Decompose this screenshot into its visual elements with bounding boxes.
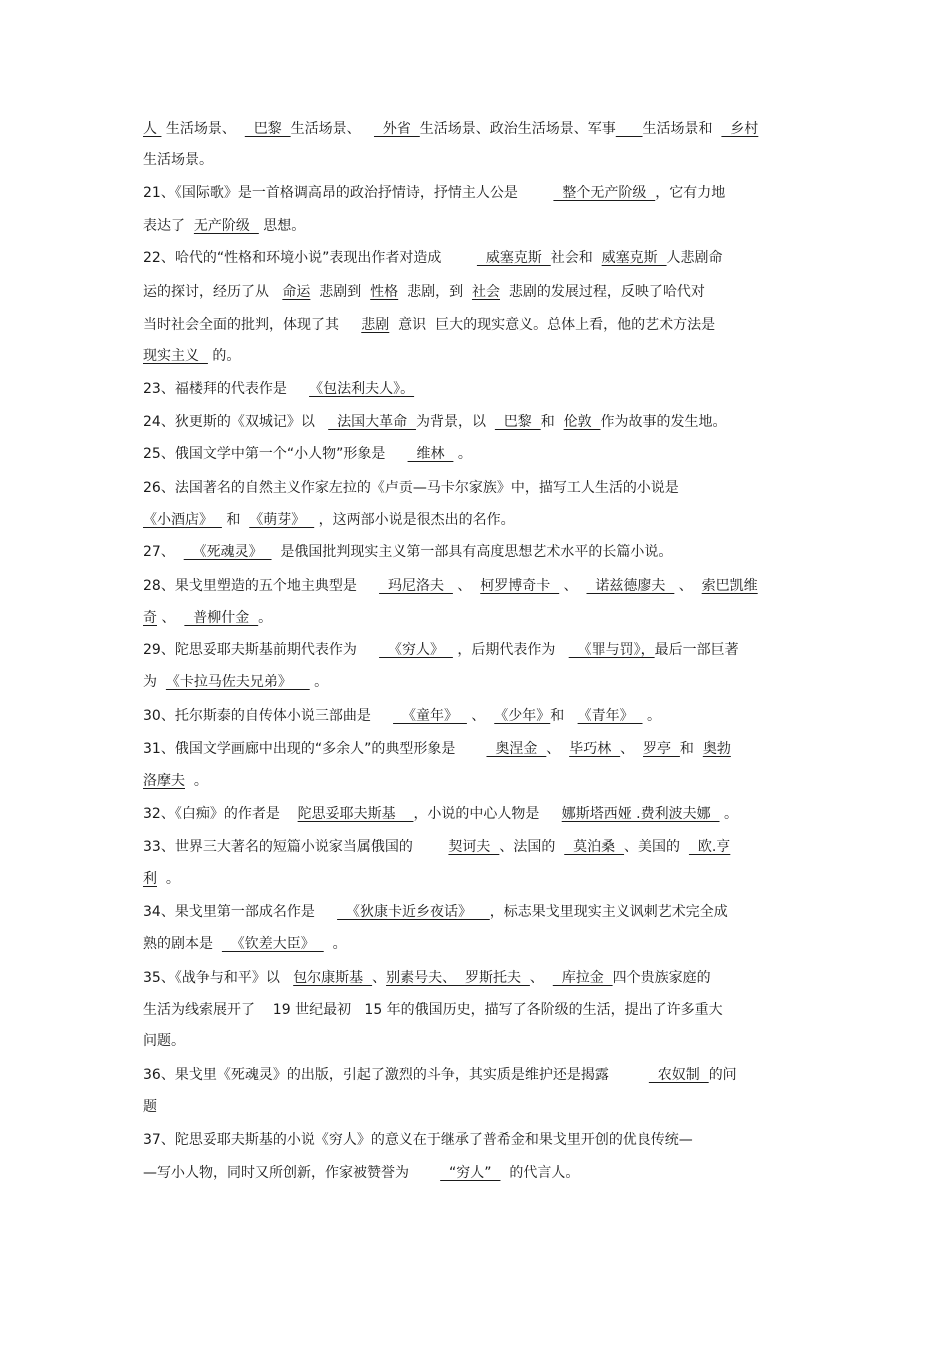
question-text: 、	[529, 970, 553, 986]
question-text: 和	[679, 741, 703, 757]
answer-blank: 《钦差大臣》	[221, 936, 324, 952]
question-text: 、	[157, 610, 185, 626]
question-text: 26、法国著名的自然主义作家左拉的《卢贡—马卡尔家族》中，描写工人生活的小说是	[143, 480, 679, 496]
question-text: ，后期代表作为	[452, 642, 569, 658]
question-text: 、	[546, 741, 570, 757]
answer-blank: “穷人”	[440, 1165, 501, 1181]
answer-blank: 库拉金	[552, 970, 613, 986]
answer-blank: 奇	[143, 610, 157, 626]
answer-blank: 威塞克斯	[476, 250, 551, 266]
answer-blank: 玛尼洛夫	[379, 578, 453, 594]
question-text: 问题。	[143, 1033, 185, 1049]
question-text: 生活场景、	[161, 121, 245, 137]
answer-blank: 农奴制	[648, 1067, 709, 1083]
answer-blank: 威塞克斯	[601, 250, 667, 266]
text-line	[143, 347, 240, 365]
answer-blank: 柯罗博奇卡	[480, 578, 560, 594]
question-text: 22、哈代的“性格和环境小说”表现出作者对造成	[143, 250, 477, 266]
text-line	[143, 413, 727, 431]
text-line	[143, 316, 715, 334]
answer-blank: 别素号夫、	[386, 970, 465, 986]
question-text: 四个贵族家庭的	[612, 970, 711, 986]
question-text: 。	[642, 708, 661, 724]
answer-blank: 《青年》	[577, 708, 643, 724]
answer-blank: 伦敦	[563, 414, 601, 430]
answer-blank: 毕巧林	[569, 741, 621, 757]
text-line	[143, 903, 728, 921]
question-text: 27、	[143, 544, 184, 560]
question-text: 。	[157, 871, 180, 887]
answer-blank: 洛摩夫	[143, 773, 185, 789]
question-text: 32、《白痴》的作者是	[143, 806, 298, 822]
question-text: 悲剧到	[310, 284, 371, 300]
answer-blank: 法国大革命	[328, 414, 416, 430]
text-line	[143, 511, 515, 529]
answer-blank: 整个无产阶级	[553, 185, 656, 201]
question-text: 30、托尔斯泰的自传体小说三部曲是	[143, 708, 394, 724]
answer-blank: 人	[143, 121, 162, 137]
question-text: 社会和	[550, 250, 602, 266]
answer-blank: 无产阶级	[193, 218, 259, 234]
text-line	[143, 543, 672, 561]
text-line	[143, 1164, 579, 1182]
text-line	[143, 772, 208, 790]
question-text: 生活场景和	[642, 121, 722, 137]
question-text: 题	[143, 1099, 157, 1115]
answer-blank: 巴黎	[244, 121, 291, 137]
question-text: 、	[466, 708, 495, 724]
answer-blank: 欧.亨	[688, 839, 731, 855]
answer-blank: 乡村	[721, 121, 759, 137]
question-text: 意识 巨大的现实意义。总体上看，他的艺术方法是	[389, 317, 716, 333]
text-line	[143, 740, 731, 758]
question-text: ，小说的中心人物是	[413, 806, 562, 822]
question-text: 。	[185, 773, 208, 789]
answer-blank: 现实主义	[143, 348, 208, 364]
question-text: ，标志果戈里现实主义讽刺艺术完全成	[489, 904, 728, 920]
answer-blank: 性格	[370, 284, 399, 300]
question-text: 的问	[708, 1067, 737, 1083]
answer-blank: 诺兹德廖夫	[586, 578, 675, 594]
question-text: 生活场景、政治生活场景、军事	[419, 121, 616, 137]
question-text: 为	[143, 674, 166, 690]
question-text: 生活场景。	[143, 152, 213, 168]
text-line	[143, 969, 711, 987]
text-line	[143, 1098, 157, 1116]
text-line	[143, 935, 347, 953]
answer-blank: 外省	[373, 121, 420, 137]
text-line	[143, 445, 472, 463]
answer-blank: 罗亭	[643, 741, 680, 757]
question-text: 36、果戈里《死魂灵》的出版，引起了激烈的斗争，其实质是维护还是揭露	[143, 1067, 649, 1083]
text-line	[143, 609, 272, 627]
question-text: 思想。	[258, 218, 306, 234]
answer-blank: 《小酒店》	[143, 512, 222, 528]
answer-blank: 《少年》	[494, 708, 551, 724]
question-text: 34、果戈里第一部成名作是	[143, 904, 338, 920]
text-line	[143, 641, 739, 659]
question-text: 。	[453, 446, 472, 462]
question-text: 生活为线索展开了 19 世纪最初 15 年的俄国历史，描写了各阶级的生活，提出了许多重大	[143, 1002, 723, 1018]
question-text: 当时社会全面的批判，体现了其	[143, 317, 362, 333]
text-line	[143, 283, 705, 301]
answer-blank: 包尔康斯基	[293, 970, 373, 986]
question-text: 最后一部巨著	[654, 642, 739, 658]
answer-blank: 《萌芽》	[249, 512, 315, 528]
text-line	[143, 1066, 737, 1084]
question-text: 。	[258, 610, 273, 626]
answer-blank: 奥涅金	[486, 741, 547, 757]
question-text: 作为故事的发生地。	[600, 414, 727, 430]
question-text: 29、陀思妥耶夫斯基前期代表作为	[143, 642, 380, 658]
text-line	[143, 249, 723, 267]
question-text: 、	[559, 578, 587, 594]
question-text: 和	[540, 414, 564, 430]
answer-blank: 罗斯托夫	[464, 970, 530, 986]
answer-blank: 索巴凯维	[701, 578, 758, 594]
answer-blank: 陀思妥耶夫斯基	[297, 806, 414, 822]
question-text: 。	[719, 806, 738, 822]
question-text: 的。	[207, 348, 241, 364]
question-text: 31、俄国文学画廊中出现的“多余人”的典型形象是	[143, 741, 487, 757]
text-line	[143, 151, 213, 169]
question-text: 、	[452, 578, 481, 594]
question-text: 是俄国批判现实主义第一部具有高度思想艺术水平的长篇小说。	[271, 544, 673, 560]
question-text: ，它有力地	[655, 185, 726, 201]
text-line	[143, 380, 414, 398]
answer-blank: 社会	[471, 284, 500, 300]
question-text: 生活场景、	[290, 121, 374, 137]
answer-blank: 维林	[407, 446, 454, 462]
answer-blank: 命运	[282, 284, 311, 300]
question-text: 。	[309, 674, 329, 690]
text-line	[143, 1032, 185, 1050]
answer-blank: 《包法利夫人》。	[309, 381, 415, 397]
answer-blank: 普柳什金	[184, 610, 259, 626]
question-text: 为背景，以	[415, 414, 495, 430]
answer-blank: 《穷人》	[379, 642, 453, 658]
answer-blank: 《死魂灵》	[183, 544, 272, 560]
text-line	[143, 870, 180, 888]
question-text: 33、世界三大著名的短篇小说家当属俄国的	[143, 839, 449, 855]
question-text: 表达了	[143, 218, 194, 234]
question-text: 的代言人。	[500, 1165, 580, 1181]
text-line	[143, 1001, 723, 1019]
answer-blank: 《卡拉马佐夫兄弟》	[165, 674, 310, 690]
question-text: 25、俄国文学中第一个“小人物”形象是	[143, 446, 408, 462]
question-text: 、法国的	[499, 839, 565, 855]
answer-blank: 莫泊桑	[564, 839, 625, 855]
question-text: ，这两部小说是很杰出的名作。	[314, 512, 515, 528]
question-text: 和	[221, 512, 250, 528]
question-text: 人悲剧命	[666, 250, 723, 266]
question-text: 悲剧，到	[398, 284, 472, 300]
question-text: 。	[323, 936, 347, 952]
question-text: 35、《战争与和平》以	[143, 970, 294, 986]
question-text: 和	[550, 708, 578, 724]
answer-blank: 《狄康卡近乡夜话》	[337, 904, 490, 920]
question-text: 、美国的	[624, 839, 689, 855]
answer-blank: 《罪与罚》，	[568, 642, 655, 658]
text-line	[143, 577, 758, 595]
question-text: 、	[620, 741, 644, 757]
question-text: 23、福楼拜的代表作是	[143, 381, 310, 397]
question-text: 37、陀思妥耶夫斯基的小说《穷人》的意义在于继承了普希金和果戈里开创的优良传统—	[143, 1132, 693, 1148]
question-text: 28、果戈里塑造的五个地主典型是	[143, 578, 380, 594]
text-line	[143, 707, 661, 725]
question-text: 21、《国际歌》是一首格调高昂的政治抒情诗，抒情主人公是	[143, 185, 554, 201]
text-line	[143, 120, 758, 138]
question-text: 、	[372, 970, 387, 986]
answer-blank: 《童年》	[393, 708, 467, 724]
question-text: —写小人物，同时又所创新，作家被赞誉为	[143, 1165, 441, 1181]
answer-blank	[616, 121, 643, 137]
answer-blank: 巴黎	[494, 414, 541, 430]
text-line	[143, 838, 730, 856]
text-line	[143, 805, 738, 823]
answer-blank: 娜斯塔西娅 .费利波夫娜	[561, 806, 720, 822]
question-text: 、	[674, 578, 702, 594]
text-line	[143, 673, 328, 691]
answer-blank: 悲剧	[361, 317, 390, 333]
answer-blank: 奥勃	[702, 741, 731, 757]
text-line	[143, 1131, 693, 1149]
text-line	[143, 184, 725, 202]
text-line	[143, 479, 679, 497]
answer-blank: 契诃夫	[448, 839, 500, 855]
question-text: 熟的剧本是	[143, 936, 222, 952]
text-line	[143, 217, 305, 235]
question-text: 运的探讨，经历了从	[143, 284, 283, 300]
question-text: 悲剧的发展过程，反映了哈代对	[499, 284, 705, 300]
answer-blank: 利	[143, 871, 157, 887]
question-text: 24、狄更斯的《双城记》以	[143, 414, 329, 430]
